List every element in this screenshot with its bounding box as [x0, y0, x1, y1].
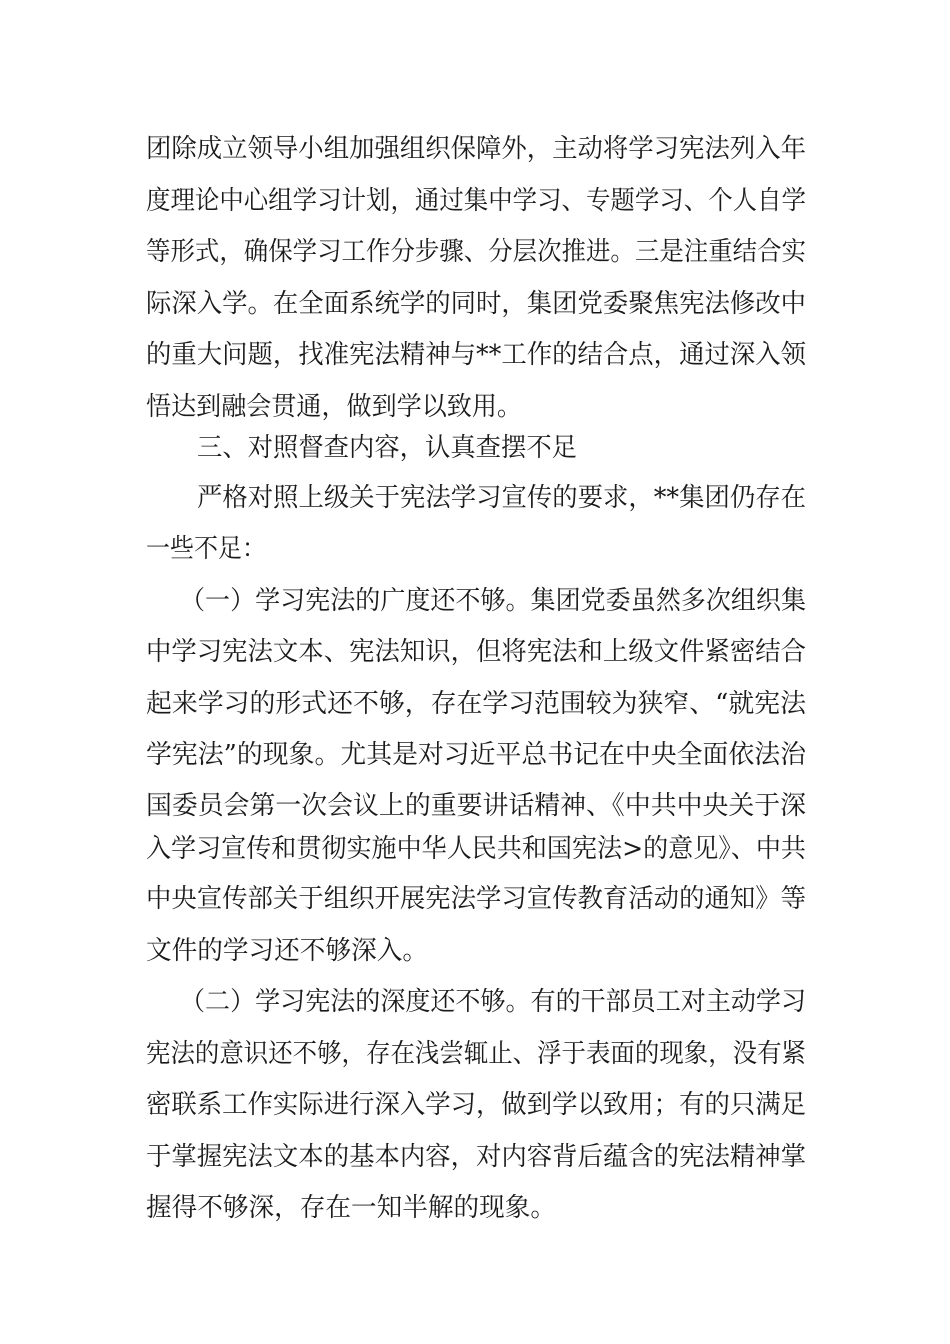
text-line [0, 1085, 950, 1125]
text-line [0, 1034, 950, 1074]
line-text: （二）学习宪法的深度还不够。有的干部员工对主动学习 [180, 987, 806, 1017]
text-line [0, 1137, 950, 1177]
text-line [0, 387, 950, 427]
text-line [0, 786, 950, 826]
line-text: 严格对照上级关于宪法学习宣传的要求，**集团仍存在 [197, 483, 806, 513]
line-text: 一些不足： [146, 534, 266, 564]
line-text: 于掌握宪法文本的基本内容，对内容背后蕴含的宪法精神掌 [146, 1142, 806, 1172]
text-line [0, 1188, 950, 1228]
text-line [0, 232, 950, 272]
text-line [0, 335, 950, 375]
text-line [0, 684, 950, 724]
line-text: 中学习宪法文本、宪法知识，但将宪法和上级文件紧密结合 [146, 637, 806, 667]
text-line [0, 181, 950, 221]
line-text: 文件的学习还不够深入。 [146, 936, 428, 966]
text-line [0, 529, 950, 569]
line-text: 宪法的意识还不够，存在浅尝辄止、浮于表面的现象，没有紧 [146, 1039, 806, 1069]
line-text: 起来学习的形式还不够，存在学习范围较为狭窄、“就宪法 [146, 689, 806, 719]
text-line [0, 478, 950, 518]
line-text: 际深入学。在全面系统学的同时，集团党委聚焦宪法修改中 [146, 289, 806, 319]
text-line [0, 632, 950, 672]
text-line [0, 735, 950, 775]
line-text: 的重大问题，找准宪法精神与**工作的结合点，通过深入领 [146, 340, 806, 370]
line-text: （一）学习宪法的广度还不够。集团党委虽然多次组织集 [180, 586, 806, 616]
line-text: 团除成立领导小组加强组织保障外，主动将学习宪法列入年 [146, 134, 806, 164]
text-line [0, 284, 950, 324]
text-line [0, 931, 950, 971]
line-text: 中央宣传部关于组织开展宪法学习宣传教育活动的通知》等 [146, 884, 806, 914]
text-line [0, 581, 950, 621]
text-line [0, 129, 950, 169]
line-text: 握得不够深，存在一知半解的现象。 [146, 1193, 556, 1223]
line-text: 悟达到融会贯通，做到学以致用。 [146, 392, 522, 422]
line-text: 度理论中心组学习计划，通过集中学习、专题学习、个人自学 [146, 186, 806, 216]
line-text: 密联系工作实际进行深入学习，做到学以致用；有的只满足 [146, 1090, 806, 1120]
line-text: 学宪法”的现象。尤其是对习近平总书记在中央全面依法治 [146, 740, 806, 770]
text-line [0, 879, 950, 919]
line-text: 国委员会第一次会议上的重要讲话精神、《中共中央关于深 [146, 791, 806, 821]
section-heading [0, 428, 950, 468]
line-text: 等形式，确保学习工作分步骤、分层次推进。三是注重结合实 [146, 237, 806, 267]
text-line [0, 982, 950, 1022]
heading-text: 三、对照督查内容，认真查摆不足 [197, 433, 577, 463]
line-text: 入学习宣传和贯彻实施中华人民共和国宪法>的意见》、中共 [146, 834, 806, 864]
text-line [0, 829, 950, 869]
